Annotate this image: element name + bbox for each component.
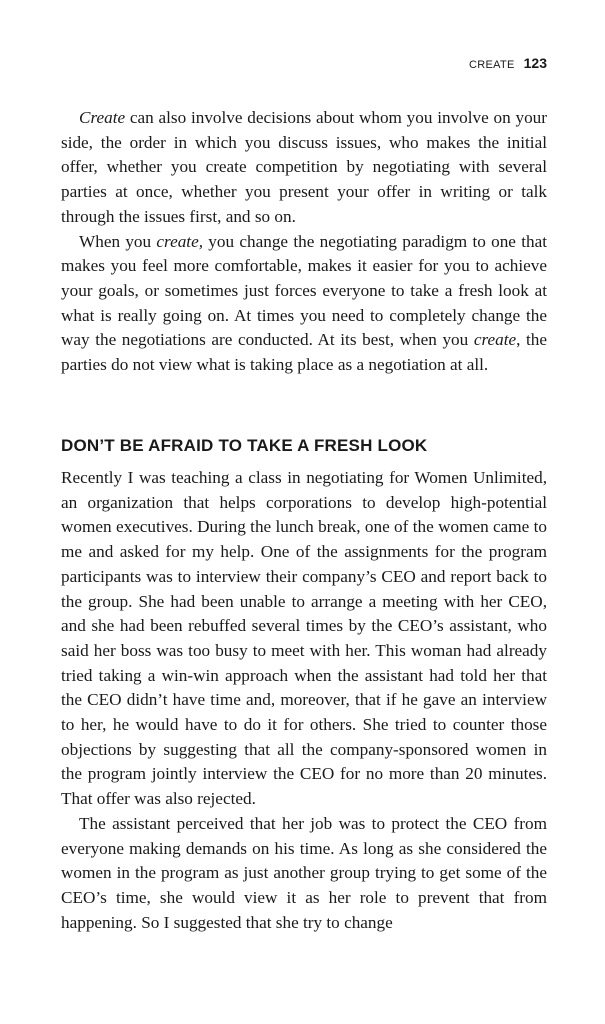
body-text-top — [61, 106, 547, 378]
paragraph-segment: you change the negotiating paradigm to one that makes you feel more comfortable, makes it easier for you to achieve your goals, or sometimes just forces everyone to take a fresh look at what is really going on. At times you need to completely change the way the negotiations are conducted. At its best, when you — [61, 231, 547, 350]
running-head-section: CREATE — [469, 59, 515, 71]
body-text-bottom — [61, 466, 547, 935]
paragraph — [61, 812, 547, 936]
paragraph-segment: create, — [156, 231, 204, 251]
paragraph-segment: Create — [79, 108, 126, 127]
paragraph — [61, 466, 547, 812]
paragraph-segment: The assistant perceived that her job was to protect the CEO from everyone making demands on his time. As long as she considered the women in the program as just another group trying to get some of the CEO’s time, she would view it as her role to prevent that from happening. So I suggested that she try to change — [61, 813, 547, 932]
paragraph — [61, 230, 547, 378]
paragraph — [61, 106, 547, 230]
paragraph-segment: When you — [79, 231, 157, 251]
page-number: 123 — [523, 55, 547, 71]
section-heading: DON’T BE AFRAID TO TAKE A FRESH LOOK — [61, 436, 428, 455]
paragraph-segment: create — [473, 330, 517, 350]
paragraph-segment: can also involve decisions about whom you involve on your side, the order in which you discuss issues, who makes the initial offer, whether you create competition by negotiating with several parties at once, whether you present your offer in writing or talk through the issues first, and so on. — [61, 108, 547, 226]
paragraph-segment: , the parties do not view what is taking place as a negotiation at all. — [61, 330, 547, 375]
paragraph-segment: Recently I was teaching a class in negotiating for Women Unlimited, an organization that helps corporations to develop high-potential women executives. During the lunch break, one of the women came to me and asked for my help. One of the assignments for the program participants was to interview their company’s CEO and report back to the group. She had been unable to arrange a meeting with her CEO, and she had been rebuffed several times by the CEO’s assistant, who said her boss was too busy to meet with her. This woman had already tried taking a win-win approach when the assistant had told her that the CEO didn’t have time and, moreover, that if he gave an interview to her, he would have to do it for others. She tried to counter those objections by suggesting that all the company-sponsored women in the program jointly interview the CEO for no more than 20 minutes. That offer was also rejected. — [61, 468, 547, 809]
running-head — [469, 55, 547, 71]
